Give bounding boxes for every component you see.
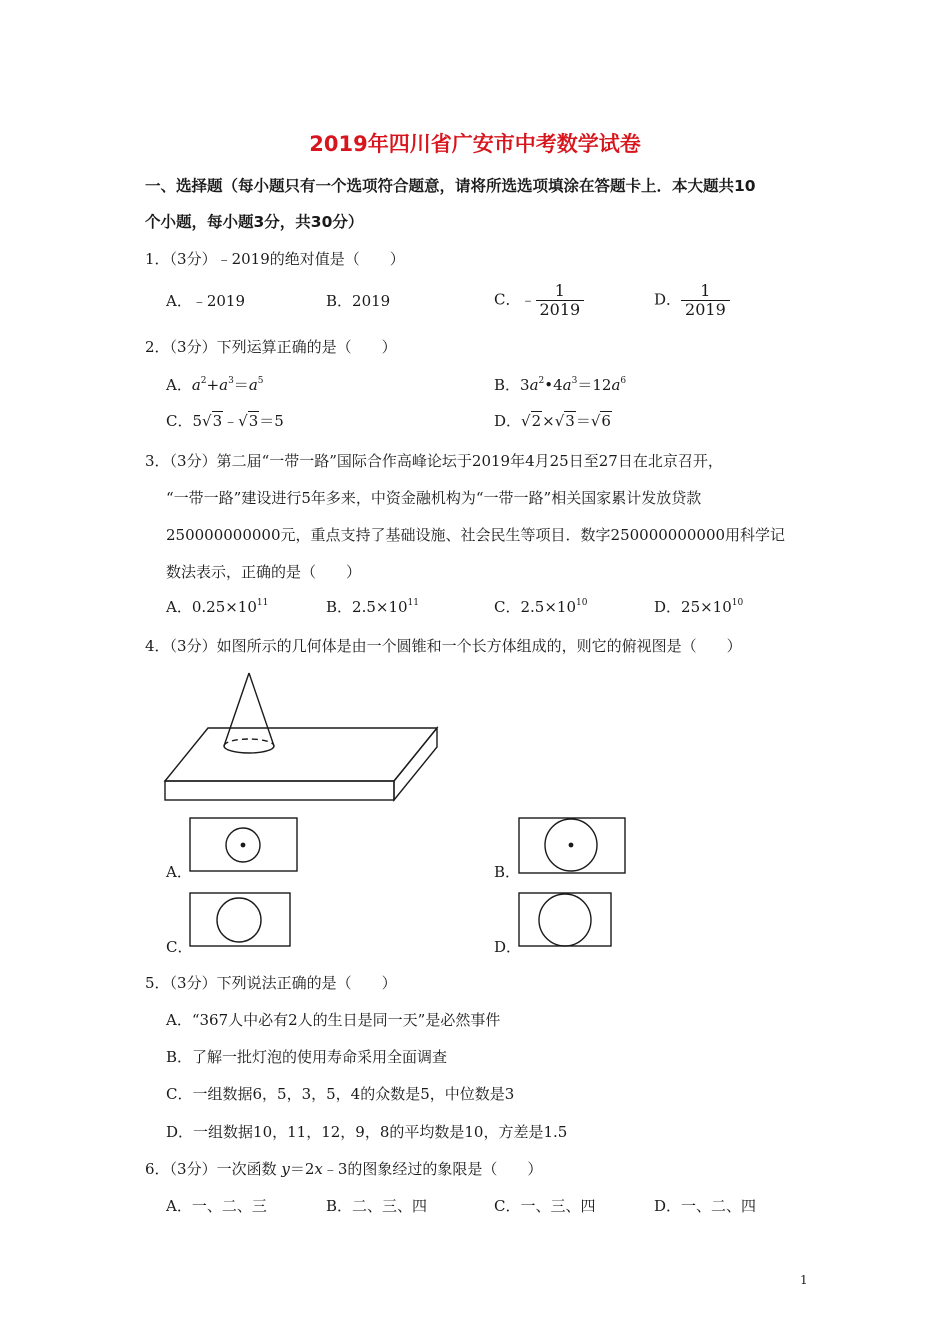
q5-option-a: A．“367人中必有2人的生日是同一天”是必然事件 — [166, 1011, 501, 1029]
section1-line2: 个小题，每小题3分，共30分） — [145, 213, 364, 231]
q5-stem: 5．（3分）下列说法正确的是（ ） — [145, 974, 397, 992]
q6-option-c: C．一、三、四 — [494, 1197, 596, 1215]
cuboid-top-face — [165, 728, 437, 781]
q6-stem-var-x: x — [314, 1160, 323, 1178]
q2-a-label: A． — [166, 376, 192, 394]
q3-c-exp: 10 — [576, 598, 588, 608]
q2-d-sqrt2: √3 — [554, 412, 575, 430]
q2-b-var2: a — [562, 376, 572, 394]
q2-a-plus: + — [206, 376, 220, 394]
page-number: 1 — [800, 1273, 808, 1287]
q3-b-text: B．2.5×10 — [326, 598, 408, 616]
q2-d-rad3: 6 — [601, 412, 611, 430]
q3-line1: 3．（3分）第二届“一带一路”国际合作高峰论坛于2019年4月25日至27日在北京召开， — [145, 452, 723, 470]
q2-d-rad1: 2 — [531, 412, 542, 430]
q2-b-exp2: 3 — [571, 376, 578, 386]
q2-stem: 2．（3分）下列运算正确的是（ ） — [145, 338, 397, 356]
q4-option-b-figure — [518, 817, 628, 875]
q3-option-a — [166, 596, 268, 617]
q4-stem: 4．（3分）如图所示的几何体是由一个圆锥和一个长方体组成的，则它的俯视图是（ ） — [145, 637, 742, 655]
q2-c-minus: ﹣ — [223, 412, 239, 430]
q2-a-var1: a — [191, 376, 201, 394]
q3-line3: 250000000000元，重点支持了基础设施、社会民生等项目．数字250000000000用科学记 — [166, 526, 786, 544]
q4-option-d-label: D． — [494, 938, 522, 956]
q2-c-rad2: 3 — [248, 412, 259, 430]
q1-option-c-label: C． — [494, 290, 521, 309]
q5-option-d: D．一组数据10，11，12，9，8的平均数是10，方差是1.5 — [166, 1123, 568, 1141]
q2-option-d — [494, 410, 612, 431]
q1-option-d-label: D． — [654, 290, 682, 309]
q4-solid-figure — [160, 668, 450, 808]
q2-c-eq: ＝5 — [259, 412, 284, 430]
q2-b-c1: 3 — [520, 376, 530, 394]
q6-option-b: B．二、三、四 — [326, 1197, 428, 1215]
q1-option-b: B．2019 — [326, 292, 391, 310]
q3-a-text: A．0.25×10 — [166, 598, 257, 616]
q6-stem-var-y: y — [281, 1160, 290, 1178]
q2-a-var3: a — [248, 376, 258, 394]
q6-option-d: D．一、二、四 — [654, 1197, 757, 1215]
cone-base-back — [224, 739, 274, 746]
q1-option-c-sign: ﹣ — [520, 290, 536, 309]
q6-option-a: A．一、二、三 — [166, 1197, 267, 1215]
q2-b-var1: a — [529, 376, 539, 394]
q1-option-c-denominator: 2019 — [536, 300, 585, 319]
q2-b-var3: a — [611, 376, 621, 394]
q2-b-eq: ＝12 — [577, 376, 612, 394]
q3-c-text: C．2.5×10 — [494, 598, 576, 616]
q2-c-sqrt1: √3 — [202, 412, 223, 430]
q4-option-a-figure — [189, 817, 299, 873]
q2-d-sqrt3: √6 — [590, 412, 611, 430]
cone-right-edge — [249, 673, 274, 746]
q3-option-b — [326, 596, 419, 617]
q2-b-exp3: 6 — [620, 376, 627, 386]
q2-c-sqrt2: √3 — [238, 412, 259, 430]
q2-a-exp1: 2 — [200, 376, 207, 386]
q4-option-c-figure — [189, 892, 293, 948]
q2-a-exp3: 5 — [257, 376, 264, 386]
q1-option-a: A．﹣2019 — [166, 292, 246, 310]
q1-option-c — [494, 282, 584, 319]
q1-stem: 1．（3分）﹣2019的绝对值是（ ） — [145, 250, 405, 268]
q4-option-c-label: C． — [166, 938, 193, 956]
q2-d-sqrt1: √2 — [521, 412, 542, 430]
page-title: 2019年四川省广安市中考数学试卷 — [309, 132, 641, 156]
q2-c-rad1: 3 — [212, 412, 223, 430]
section1-line1: 一、选择题（每小题只有一个选项符合题意，请将所选选项填涂在答题卡上．本大题共10 — [145, 177, 756, 195]
q4-option-d-figure — [518, 892, 614, 950]
q3-a-exp: 11 — [256, 598, 269, 608]
q6-stem-post: ﹣3的图象经过的象限是（ ） — [322, 1160, 543, 1178]
q2-option-a — [166, 374, 264, 395]
q2-d-times: × — [542, 412, 555, 430]
cuboid-right-face — [394, 728, 437, 800]
q2-b-exp1: 2 — [538, 376, 545, 386]
q1-option-d — [654, 282, 730, 319]
q2-d-label: D． — [494, 412, 522, 430]
q1-option-d-fraction — [681, 282, 730, 319]
q2-a-var2: a — [219, 376, 229, 394]
q1-option-d-numerator: 1 — [700, 281, 711, 300]
q2-d-eq: ＝ — [575, 412, 591, 430]
q2-a-exp2: 3 — [228, 376, 234, 386]
cone-left-edge — [224, 673, 249, 746]
q4-option-a-label: A． — [166, 863, 192, 881]
q6-stem — [145, 1158, 542, 1179]
q1-option-c-fraction — [536, 282, 585, 319]
q3-option-d — [654, 596, 743, 617]
q3-b-exp: 11 — [407, 598, 419, 608]
q1-option-d-denominator: 2019 — [681, 300, 730, 319]
q6-stem-pre: 6．（3分）一次函数 — [145, 1160, 277, 1178]
q3-line4: 数法表示，正确的是（ ） — [166, 563, 362, 581]
q2-b-dot: •4 — [544, 376, 563, 394]
q5-option-b: B．了解一批灯泡的使用寿命采用全面调查 — [166, 1048, 448, 1066]
cuboid-front-face — [165, 781, 394, 800]
q3-d-text: D．25×10 — [654, 598, 732, 616]
q1-option-c-numerator: 1 — [554, 281, 565, 300]
q2-c-coef: 5 — [192, 412, 203, 430]
q3-line2: “一带一路”建设进行5年多来，中资金融机构为“一带一路”相关国家累计发放贷款 — [166, 489, 702, 507]
q2-b-label: B． — [494, 376, 521, 394]
q2-c-label: C． — [166, 412, 193, 430]
q4-option-b-label: B． — [494, 863, 521, 881]
q5-option-c: C．一组数据6，5，3，5，4的众数是5，中位数是3 — [166, 1085, 515, 1103]
q2-a-eq: ＝ — [233, 376, 249, 394]
q3-option-c — [494, 596, 587, 617]
q2-d-rad2: 3 — [565, 412, 575, 430]
q3-d-exp: 10 — [731, 598, 744, 608]
q2-option-b — [494, 374, 626, 395]
q2-option-c — [166, 410, 284, 431]
q6-stem-mid: ＝2 — [289, 1160, 315, 1178]
cone-base-front — [224, 746, 274, 753]
